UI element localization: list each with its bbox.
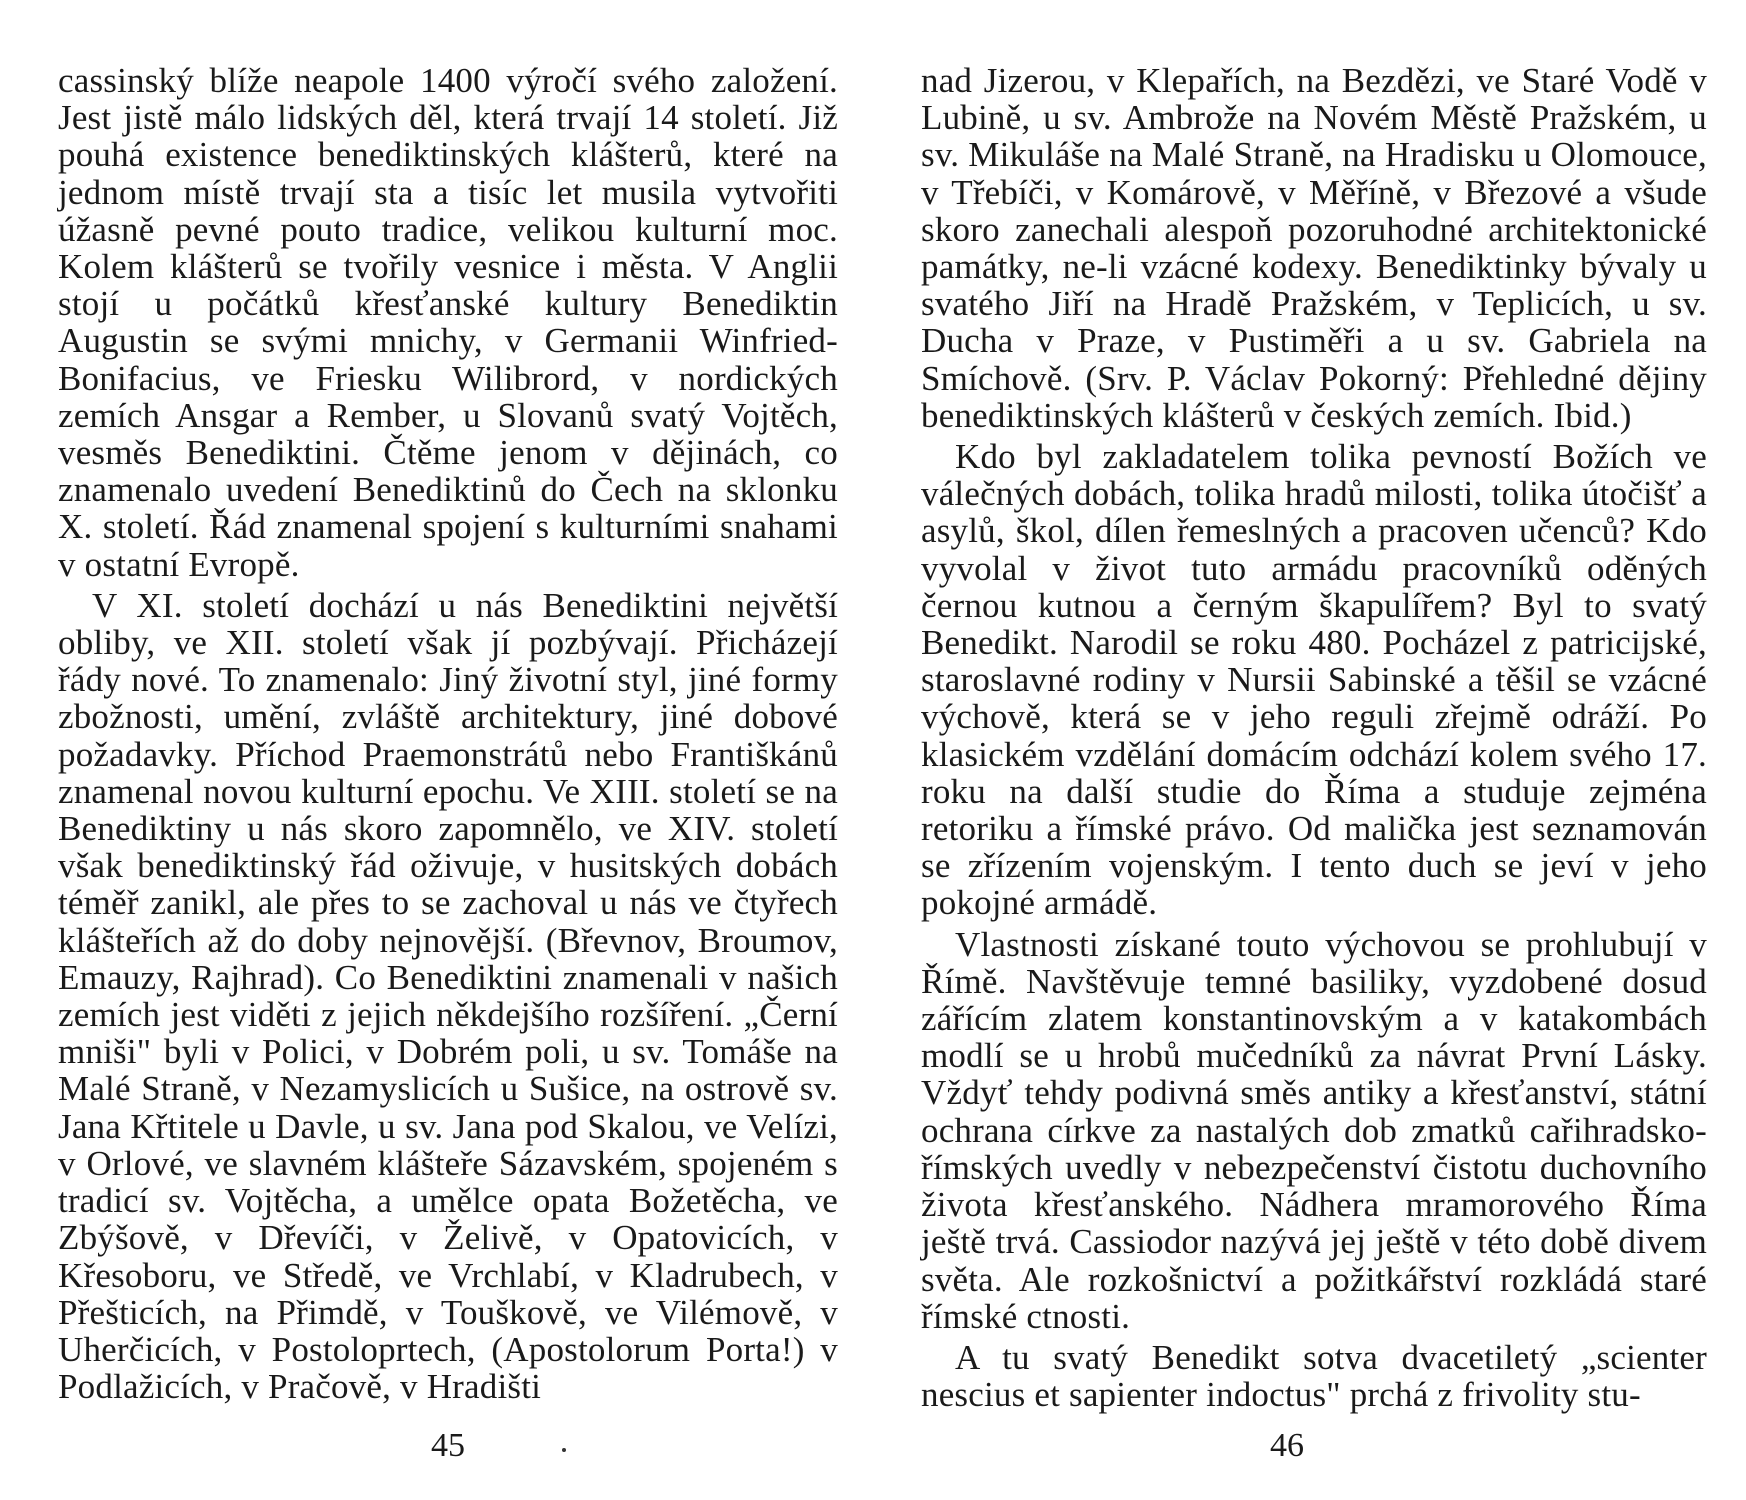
right-paragraph-4: A tu svatý Benedikt sotva dvacetiletý „scienter nescius et sapienter indoctus" prchá z frivolity stu- <box>921 1337 1707 1415</box>
left-paragraph-2: V XI. století dochází u nás Benediktini největší obliby, ve XII. století však jí pozbývají. Přicházejí řády nové. To znamenalo: Jiný životní styl, jiné formy zbožnosti, umění, zvláště architektury, jiné dobové požadavky. Příchod Praemonstrátů nebo Františkánů znamenal novou kulturní epochu. Ve XIII. století se na Benediktiny u nás skoro zapomnělo, ve XIV. století však benediktinský řád oživuje, v husitských dobách téměř zanikl, ale přes to se zachoval u nás ve čtyřech klášteřích až do doby nejnovější. (Břevnov, Broumov, Emauzy, Rajhrad). Co Benediktini znamenali v našich zemích jest viděti z jejich někdejšího rozšíření. „Černí mniši" byli v Polici, v Dobrém poli, u sv. Tomáše na Malé Straně, v Nezamyslicích u Sušice, na ostrově sv. Jana Křtitele u Davle, u sv. Jana pod Skalou, ve Velízi, v Orlové, ve slavném klášteře Sázavském, spojeném s tradicí sv. Vojtěcha, a umělce opata Božetěcha, ve Zbýšově, v Dřevíči, v Želivě, v Opatovicích, v Křesoboru, ve Středě, ve Vrchlabí, v Kladrubech, v Přešticích, na Přimdě, v Touškově, ve Vilémově, v Uherčicích, v Postoloprtech, (Apostolorum Porta!) v Podlažicích, v Pračově, v Hradišti <box>58 585 838 1407</box>
left-page-number: 45 <box>431 1427 465 1464</box>
left-page-text <box>58 62 838 1409</box>
left-paragraph-1: cassinský blíže neapole 1400 výročí svého založení. Jest jistě málo lidských děl, která trvají 14 století. Již pouhá existence benediktinských klášterů, které na jednom místě trvají sta a tisíc let musila vytvořiti úžasně pevné pouto tradice, velikou kulturní moc. Kolem klášterů se tvořily vesnice i města. V Anglii stojí u počátků křesťanské kultury Benediktin Augustin se svými mnichy, v Germanii Winfried-Bonifacius, ve Friesku Wilibrord, v nordických zemích Ansgar a Rember, u Slovanů svatý Vojtěch, vesměs Benediktini. Čtěme jenom v dějinách, co znamenalo uvedení Benediktinů do Čech na sklonku X. století. Řád znamenal spojení s kulturními snahami v ostatní Evropě. <box>58 61 838 584</box>
right-paragraph-1: nad Jizerou, v Klepařích, na Bezdězi, ve Staré Vodě v Lubině, u sv. Ambrože na Novém Městě Pražském, u sv. Mikuláše na Malé Straně, na Hradisku u Olomouce, v Třebíči, v Komárově, v Měříně, v Březové a všude skoro zanechali alespoň pozoruhodné architektonické památky, ne-li vzácné kodexy. Benediktinky bývaly u svatého Jiří na Hradě Pražském, v Teplicích, u sv. Ducha v Praze, v Pustiměři a u sv. Gabriela na Smíchově. (Srv. P. Václav Pokorný: Přehledné dějiny benediktinských klášterů v českých zemích. Ibid.) <box>921 61 1707 435</box>
print-speck <box>562 1448 566 1452</box>
right-page-number: 46 <box>1270 1427 1304 1464</box>
right-paragraph-2: Kdo byl zakladatelem tolika pevností Božích ve válečných dobách, tolika hradů milosti, tolika útočišť a asylů, škol, dílen řemeslných a pracoven učenců? Kdo vyvolal v život tuto armádu pracovníků oděných černou kutnou a černým škapulířem? Byl to svatý Benedikt. Narodil se roku 480. Pocházel z patricijské, staroslavné rodiny v Nursii Sabinské a těšil se vzácné výchově, která se v jeho reguli zřejmě odráží. Po klasickém vzdělání domácím odchází kolem svého 17. roku na další studie do Říma a studuje zejména retoriku a římské právo. Od malička jest seznamován se zřízením vojenským. I tento duch se jeví v jeho pokojné armádě. <box>921 437 1707 923</box>
right-paragraph-3: Vlastnosti získané touto výchovou se prohlubují v Římě. Navštěvuje temné basiliky, vyzdobené dosud zářícím zlatem konstantinovským a v katakombách modlí se u hrobů mučedníků za návrat První Lásky. Vždyť tehdy podivná směs antiky a křesťanství, státní ochrana církve za nastalých dob zmatků cařihradsko-římských uvedly v nebezpečenství čistotu duchovního života křesťanského. Nádhera mramorového Říma ještě trvá. Cassiodor nazývá jej ještě v této době divem světa. Ale rozkošnictví a požitkářství rozkládá staré římské ctnosti. <box>921 924 1707 1336</box>
right-page-text <box>921 62 1707 1417</box>
right-page <box>873 0 1746 1500</box>
